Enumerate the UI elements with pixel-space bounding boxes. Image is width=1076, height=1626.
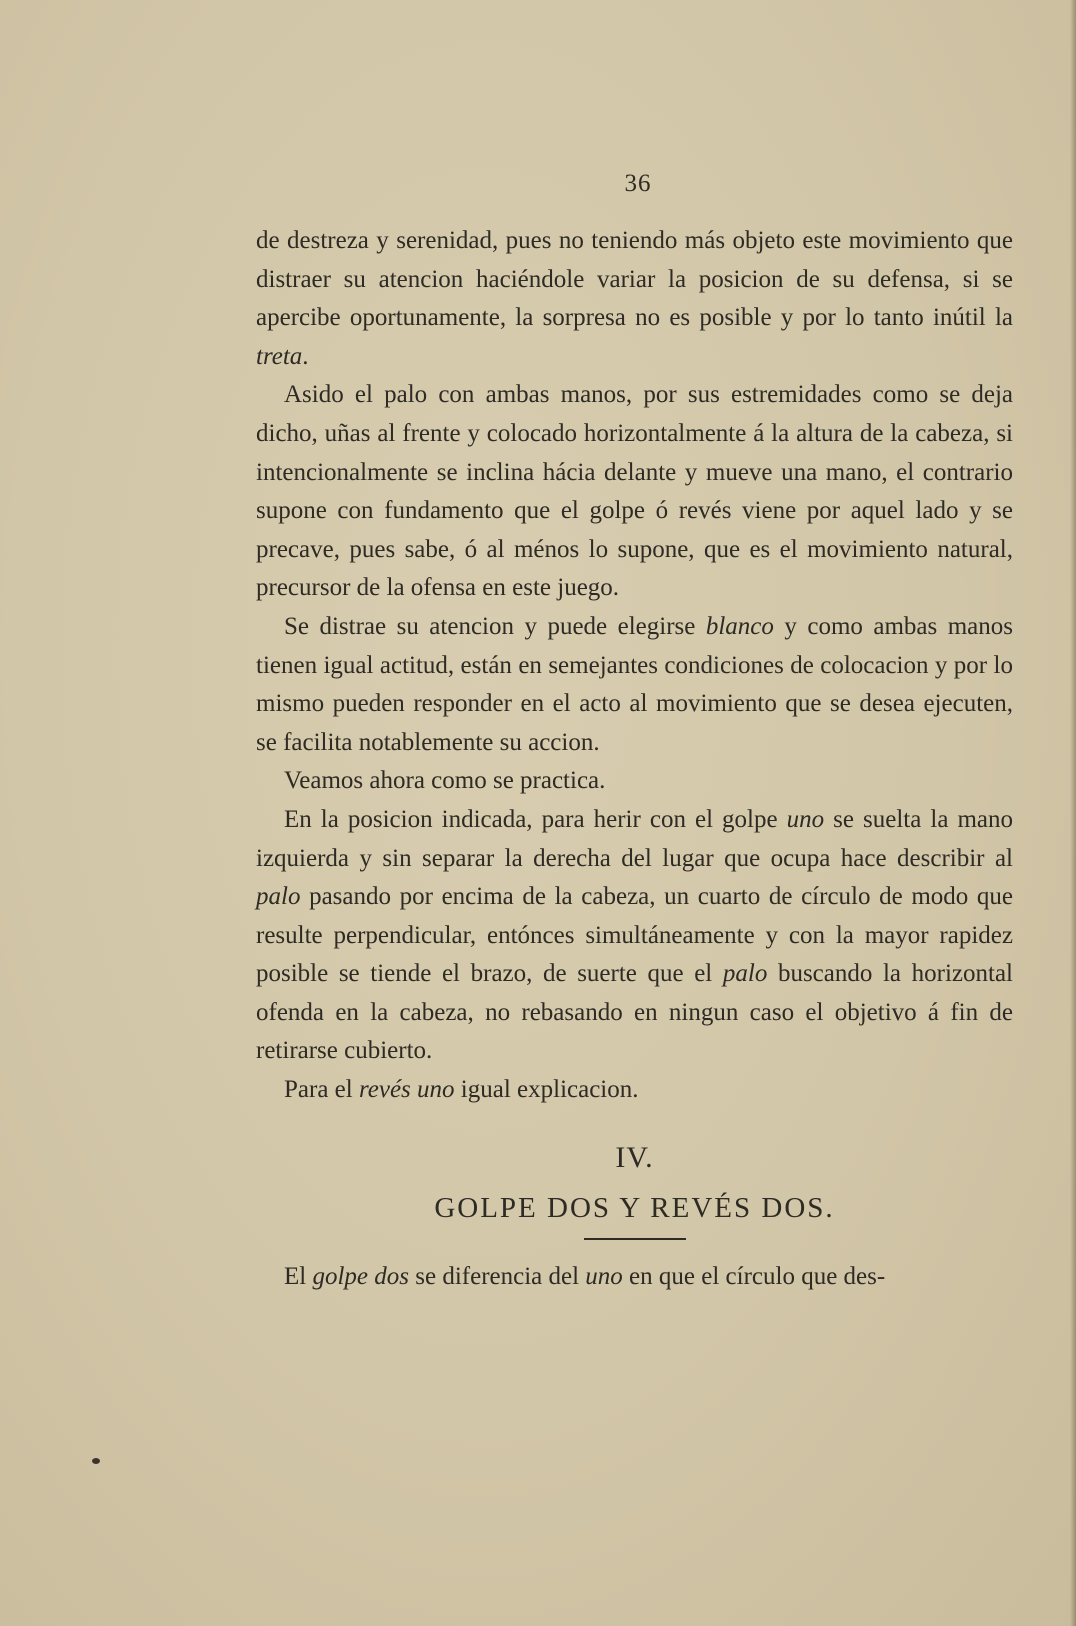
section-title: GOLPE DOS Y REVÉS DOS. (434, 1191, 835, 1224)
final-paragraph-container (256, 1258, 1013, 1297)
paragraph-text: Veamos ahora como se practica. (284, 767, 606, 795)
title-underline (584, 1238, 686, 1240)
paragraph-text: . (302, 342, 309, 370)
body-text (256, 222, 1013, 1296)
paragraph (256, 801, 1013, 1071)
paragraph-text: se suelta la mano izquierda y sin separar la derecha del lugar que ocupa hace describir al (256, 805, 1013, 872)
paragraph (256, 376, 1013, 608)
paragraph-text: igual explicacion. (454, 1076, 639, 1104)
italic-text: blanco (705, 612, 774, 640)
italic-text: palo (722, 960, 768, 988)
paragraph-text: pasando por encima de la cabeza, un cuarto de círculo de modo que resulte perpendicular, entónces simultáneamente y con la mayor rapidez posible se tiende el brazo, de suerte que el (256, 883, 1013, 988)
paragraph-text: buscando la horizontal ofenda en la cabeza, no rebasando en ningun caso el objetivo á fin de retirarse cubierto. (256, 960, 1013, 1065)
paragraph (256, 1071, 1013, 1110)
paragraph (256, 608, 1013, 762)
paragraph (256, 762, 1013, 801)
italic-text: uno (786, 805, 825, 833)
paragraph (256, 222, 1013, 376)
paragraph-list (256, 222, 1013, 1110)
ink-speck (92, 1458, 100, 1464)
section-number: IV. (615, 1140, 654, 1174)
paragraph (256, 1258, 1013, 1297)
italic-text: revés uno (358, 1076, 455, 1104)
paragraph-text: Para el (284, 1076, 359, 1104)
paragraph-text: Asido el palo con ambas manos, por sus estremidades como se deja dicho, uñas al frente y colocado horizontalmente á la altura de la cabeza, si intencionalmente se inclina hácia delante y mueve una mano, el contrario supone con fundamento que el golpe ó revés viene por aquel lado y se precave, pues sabe, ó al ménos lo supone, que es el movimiento natural, precursor de la ofensa en este juego. (256, 381, 1013, 602)
paragraph-text: y como ambas manos tienen igual actitud, están en semejantes condiciones de colocacion y por lo mismo pueden responder en el acto al movimiento que se desea ejecuten, se facilita notablemente su accion. (256, 612, 1013, 756)
italic-text: palo (256, 883, 301, 911)
italic-text: uno (585, 1262, 623, 1290)
italic-text: golpe dos (312, 1262, 409, 1290)
paragraph-text: en que el círculo que des- (622, 1262, 886, 1290)
page-number: 36 (624, 170, 652, 197)
page-edge-shadow (1070, 0, 1076, 1626)
paragraph-text: se diferencia del (409, 1262, 586, 1290)
paragraph-text: El (284, 1262, 313, 1290)
italic-text: treta (256, 342, 303, 370)
paragraph-text: de destreza y serenidad, pues no teniendo más objeto este movimiento que distraer su atencion haciéndole variar la posicion de su defensa, si se apercibe oportunamente, la sorpresa no es posible y por lo tanto inútil la (256, 227, 1013, 332)
paragraph-text: Se distrae su atencion y puede elegirse (284, 612, 706, 640)
paragraph-text: En la posicion indicada, para herir con el golpe (284, 805, 787, 833)
